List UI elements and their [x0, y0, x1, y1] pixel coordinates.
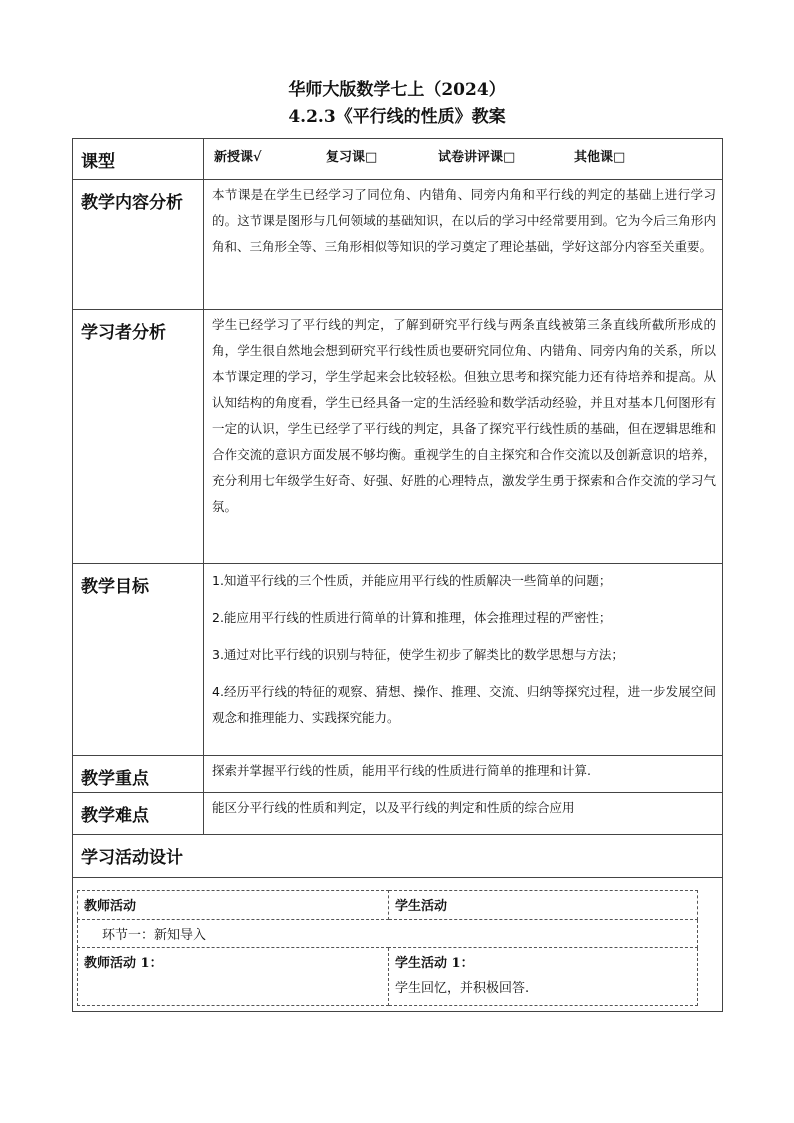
document-subtitle: 4.2.3《平行线的性质》教案: [288, 107, 506, 127]
student-activity-1-text: 学生回忆，并积极回答.: [395, 981, 530, 996]
row-difficulties: [73, 793, 723, 835]
objective-item: 2.能应用平行线的性质进行简单的计算和推理，体会推理过程的严密性；: [212, 610, 612, 625]
row-lesson-type: [73, 139, 723, 180]
content-analysis-text: 本节课是在学生已经学习了同位角、内错角、同旁内角和平行线的判定的基础上进行学习的。这节课是图形与几何领域的基础知识，在以后的学习中经常要用到。它为今后三角形内角和、三角形全等、三角形相似等知识的学习奠定了理论基础，学好这部分内容至关重要。: [204, 180, 723, 310]
option-other: 其他课□: [574, 150, 626, 165]
teacher-activity-1-title: 教师活动 1：: [78, 948, 389, 1006]
row-content-analysis: [73, 180, 723, 310]
objective-item: 1.知道平行线的三个性质，并能应用平行线的性质解决一些简单的问题；: [212, 573, 612, 588]
objective-item: 4.经历平行线的特征的观察、猜想、操作、推理、交流、归纳等探究过程，进一步发展空间观念和推理能力、实践探究能力。: [212, 684, 716, 725]
lesson-plan-table: [72, 138, 723, 1012]
objectives-list: [204, 564, 723, 756]
activity-table: [77, 890, 698, 1006]
row-objectives: [73, 564, 723, 756]
label-lesson-type: 课型: [73, 139, 204, 180]
label-activity-design: 学习活动设计: [73, 835, 723, 878]
option-review: 复习课□: [326, 150, 378, 165]
learner-analysis-text: 学生已经学习了平行线的判定，了解到研究平行线与两条直线被第三条直线所截所形成的角，学生很自然地会想到研究平行线性质也要研究同位角、内错角、同旁内角的关系，所以本节课定理的学习，学生学起来会比较轻松。但独立思考和探究能力还有待培养和提高。从认知结构的角度看，学生已经具备一定的生活经验和数学活动经验，并且对基本几何图形有一定的认识，学生已经学了平行线的判定，具备了探究平行线性质的基础，但在逻辑思维和合作交流的意识方面发展不够均衡。重视学生的自主探究和合作交流以及创新意识的培养，充分利用七年级学生好奇、好强、好胜的心理特点，激发学生勇于探索和合作交流的学习气氛。: [204, 310, 723, 564]
key-points-text: 探索并掌握平行线的性质，能用平行线的性质进行简单的推理和计算.: [204, 756, 723, 793]
label-key-points: 教学重点: [73, 756, 204, 793]
student-activity-header: 学生活动: [389, 891, 698, 920]
activity-cell: [73, 878, 723, 1012]
option-new: 新授课√: [214, 150, 262, 165]
difficulties-text: 能区分平行线的性质和判定，以及平行线的判定和性质的综合应用: [204, 793, 723, 835]
objective-item: 3.通过对比平行线的识别与特征，使学生初步了解类比的数学思想与方法；: [212, 647, 624, 662]
teacher-activity-header: 教师活动: [78, 891, 389, 920]
student-activity-1-title: 学生活动 1：: [395, 956, 474, 971]
row-activity-design: [73, 835, 723, 878]
row-key-points: [73, 756, 723, 793]
option-exam-review: 试卷讲评课□: [438, 150, 516, 165]
lesson-type-options: [204, 139, 723, 180]
label-difficulties: 教学难点: [73, 793, 204, 835]
label-content-analysis: 教学内容分析: [73, 180, 204, 310]
student-activity-1: [389, 948, 698, 1006]
section-title: 环节一：新知导入: [78, 920, 698, 948]
row-learner-analysis: [73, 310, 723, 564]
row-activity-table: [73, 878, 723, 1012]
label-objectives: 教学目标: [73, 564, 204, 756]
label-learner-analysis: 学习者分析: [73, 310, 204, 564]
document-title: 华师大版数学七上（2024）: [288, 80, 506, 100]
